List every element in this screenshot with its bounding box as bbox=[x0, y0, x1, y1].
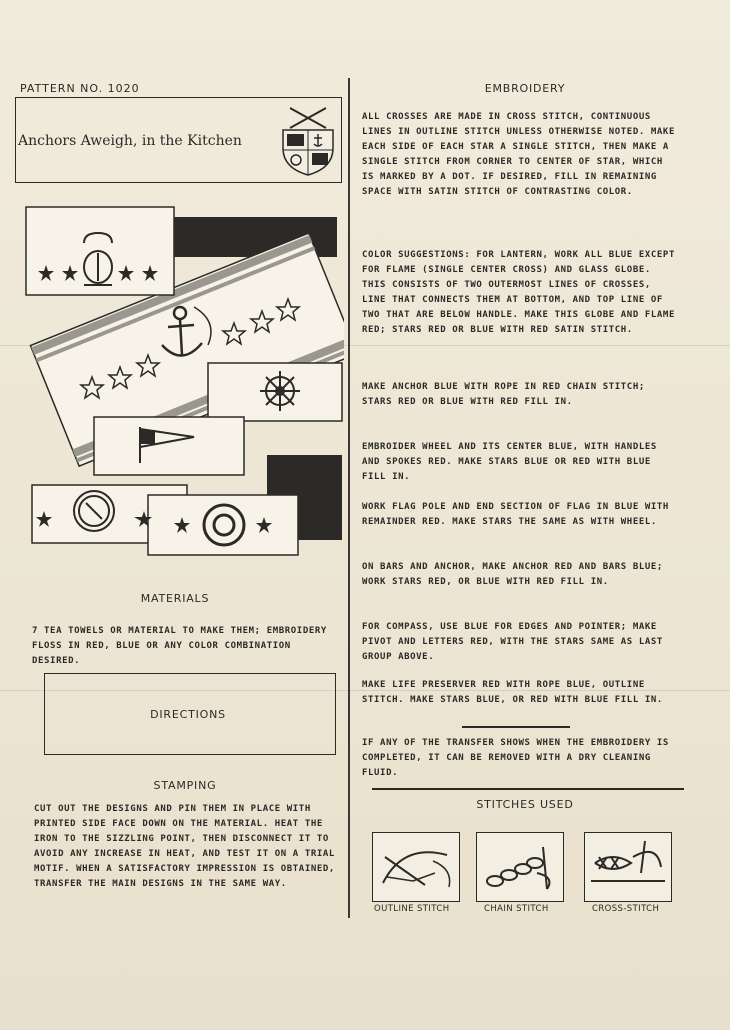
column-divider bbox=[348, 78, 350, 918]
embroidery-paragraph: ALL CROSSES ARE MADE IN CROSS STITCH, CONTINUOUS LINES IN OUTLINE STITCH UNLESS OTHERWISE NOTED. MAKE EACH SIDE OF EACH STAR A SINGLE STITCH, THEN MAKE A SINGLE STITCH FROM CORNER TO CENTER OF STAR, WHICH IS MARKED BY A DOT. IF DESIRED, FILL IN REMAINING SPACE WITH SATIN STITCH OF CONTRASTING COLOR. bbox=[362, 112, 675, 197]
crest-icon bbox=[278, 100, 338, 178]
embroidery-paragraph: IF ANY OF THE TRANSFER SHOWS WHEN THE EMBROIDERY IS COMPLETED, IT CAN BE REMOVED WITH A DRY CLEANING FLUID. bbox=[362, 738, 669, 778]
cross-stitch-icon bbox=[584, 832, 672, 902]
cross-stitch-label: CROSS-STITCH bbox=[592, 904, 660, 914]
outline-stitch-icon bbox=[372, 832, 460, 902]
stamping-heading: STAMPING bbox=[153, 779, 217, 792]
embroidery-paragraph: EMBROIDER WHEEL AND ITS CENTER BLUE, WITH HANDLES AND SPOKES RED. MAKE STARS BLUE OR RED WITH BLUE FILL IN. bbox=[362, 442, 657, 482]
embroidery-paragraph: MAKE ANCHOR BLUE WITH ROPE IN RED CHAIN STITCH; STARS RED OR BLUE WITH RED FILL IN. bbox=[362, 382, 645, 407]
embroidery-paragraph: COLOR SUGGESTIONS: FOR LANTERN, WORK ALL BLUE EXCEPT FOR FLAME (SINGLE CENTER CROSS) AND GLASS GLOBE. THIS CONSISTS OF TWO OUTERMOST LINES OF CROSSES, LINE THAT CONNECTS THEM AT BOTTOM, AND TOP LINE OF TWO THAT ARE BELOW HANDLE. MAKE THIS GLOBE AND FLAME RED; STARS RED OR BLUE WITH RED SATIN STITCH. bbox=[362, 250, 675, 335]
chain-stitch-icon bbox=[476, 832, 564, 902]
stitches-heading: STITCHES USED bbox=[476, 798, 574, 811]
chain-stitch-label: CHAIN STITCH bbox=[484, 904, 549, 914]
tea-towels-illustration bbox=[22, 195, 344, 560]
separator bbox=[462, 726, 570, 728]
stamping-text: CUT OUT THE DESIGNS AND PIN THEM IN PLACE WITH PRINTED SIDE FACE DOWN ON THE MATERIAL. HEAT THE IRON TO THE SIZZLING POINT, THEN DISCONNECT IT TO AVOID ANY INCREASE IN HEAT, AND TEST IT ON A TRIAL MOTIF. WHEN A SATISFACTORY IMPRESSION IS OBTAINED, TRANSFER THE MAIN DESIGNS IN THE SAME WAY. bbox=[34, 804, 335, 889]
embroidery-paragraph: WORK FLAG POLE AND END SECTION OF FLAG IN BLUE WITH REMAINDER RED. MAKE STARS THE SAME AS WITH WHEEL. bbox=[362, 502, 669, 527]
separator bbox=[372, 788, 684, 790]
outline-stitch-label: OUTLINE STITCH bbox=[374, 904, 450, 914]
directions-heading: DIRECTIONS bbox=[150, 708, 226, 721]
pattern-number: PATTERN NO. 1020 bbox=[20, 82, 140, 95]
embroidery-heading: EMBROIDERY bbox=[484, 82, 566, 95]
pattern-title: Anchors Aweigh, in the Kitchen bbox=[18, 133, 242, 149]
embroidery-paragraph: FOR COMPASS, USE BLUE FOR EDGES AND POINTER; MAKE PIVOT AND LETTERS RED, WITH THE STARS SAME AS LAST GROUP ABOVE. bbox=[362, 622, 663, 662]
embroidery-paragraph: MAKE LIFE PRESERVER RED WITH ROPE BLUE, OUTLINE STITCH. MAKE STARS BLUE, OR RED WITH BLUE FILL IN. bbox=[362, 680, 663, 705]
embroidery-paragraph: ON BARS AND ANCHOR, MAKE ANCHOR RED AND BARS BLUE; WORK STARS RED, OR BLUE WITH RED FILL IN. bbox=[362, 562, 663, 587]
materials-heading: MATERIALS bbox=[140, 592, 210, 605]
materials-text: 7 TEA TOWELS OR MATERIAL TO MAKE THEM; EMBROIDERY FLOSS IN RED, BLUE OR ANY COLOR COMBINATION DESIRED. bbox=[32, 626, 327, 666]
